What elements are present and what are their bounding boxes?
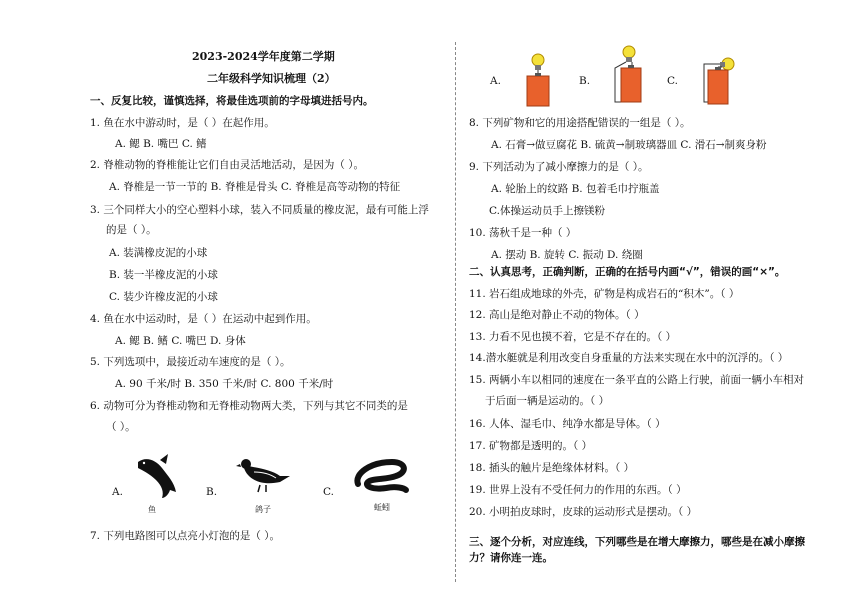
section-3-heading-line1: 三、逐个分析，对应连线，下列哪些是在增大摩擦力，哪些是在减小摩擦 [469,536,805,548]
earthworm-image [350,456,410,502]
section-1-heading: 一、反复比较，谨慎选择，将最佳选项前的字母填进括号内。 [90,95,374,107]
question-9-options-ab: A. 轮胎上的纹路 B. 包着毛巾拧瓶盖 [491,183,660,195]
circuit-a-image [520,52,556,108]
question-6-label-b: B. [206,486,218,498]
page-subtitle: 二年级科学知识梳理（2） [207,72,336,85]
question-14: 14.潜水艇就是利用改变自身重量的方法来实现在水中的沉浮的。（ ） [469,352,789,364]
page-title: 2023-2024学年度第二学期 [192,50,335,63]
fish-image [134,452,180,500]
question-6-label-a: A. [112,486,123,498]
question-11: 11. 岩石组成地球的外壳，矿物是构成岩石的“积木”。（ ） [469,288,740,300]
question-1: 1. 鱼在水中游动时，是（ ）在起作用。 [90,117,275,129]
fish-caption: 鱼 [148,505,156,514]
question-15-line1: 15. 两辆小车以相同的速度在一条平直的公路上行驶，前面一辆小车相对 [469,374,805,386]
question-7: 7. 下列电路图可以点亮小灯泡的是（ ）。 [90,530,280,542]
question-9: 9. 下列活动为了减小摩擦力的是（ ）。 [469,161,649,173]
question-2: 2. 脊椎动物的脊椎能让它们自由灵活地活动，是因为（ ）。 [90,159,364,171]
question-1-options: A. 鳃 B. 嘴巴 C. 鳍 [115,138,207,150]
question-8-options: A. 石膏→做豆腐花 B. 硫黄→制玻璃器皿 C. 滑石→制爽身粉 [491,139,767,151]
question-2-options: A. 脊椎是一节一节的 B. 脊椎是骨头 C. 脊椎是高等动物的特征 [109,181,401,193]
column-divider [455,42,456,582]
question-6-label-c: C. [323,486,334,498]
question-7-label-c: C. [667,75,678,87]
question-6-line1: 6. 动物可分为脊椎动物和无脊椎动物两大类，下列与其它不同类的是 [90,400,408,412]
pigeon-caption: 鸽子 [255,505,271,514]
question-7-label-b: B. [579,75,591,87]
question-13: 13. 力看不见也摸不着，它是不存在的。（ ） [469,331,677,343]
question-8: 8. 下列矿物和它的用途搭配错误的一组是（ ）。 [469,117,691,129]
question-19: 19. 世界上没有不受任何力的作用的东西。（ ） [469,484,687,496]
question-4-options: A. 鳃 B. 鳍 C. 嘴巴 D. 身体 [115,335,246,347]
question-9-option-c: C.体操运动员手上擦镁粉 [489,205,605,217]
circuit-b-image [605,44,649,108]
pigeon-image [236,456,292,496]
question-4: 4. 鱼在水中运动时，是（ ）在运动中起到作用。 [90,313,317,325]
question-5-options: A. 90 千米/时 B. 350 千米/时 C. 800 千米/时 [115,378,334,390]
question-16: 16. 人体、湿毛巾、纯净水都是导体。（ ） [469,418,666,430]
question-3-option-a: A. 装满橡皮泥的小球 [109,247,208,259]
question-20: 20. 小明拍皮球时，皮球的运动形式是摆动。（ ） [469,506,698,518]
question-18: 18. 插头的触片是绝缘体材料。（ ） [469,462,635,474]
question-7-label-a: A. [490,75,501,87]
question-3-option-b: B. 装一半橡皮泥的小球 [109,269,218,281]
question-6-line2: （ ）。 [106,421,136,433]
question-17: 17. 矿物都是透明的。（ ） [469,440,593,452]
circuit-c-image [696,52,740,108]
question-3-line2: 的是（ ）。 [106,224,157,236]
question-12: 12. 高山是绝对静止不动的物体。（ ） [469,309,645,321]
question-15-line2: 于后面一辆是运动的。（ ） [485,395,610,407]
section-2-heading: 二、认真思考，正确判断，正确的在括号内画“√”，错误的画“×”。 [469,266,786,278]
question-10: 10. 荡秋千是一种（ ） [469,227,577,239]
earthworm-caption: 蚯蚓 [374,503,390,512]
question-3-option-c: C. 装少许橡皮泥的小球 [109,291,218,303]
question-5: 5. 下列选项中，最接近动车速度的是（ ）。 [90,356,291,368]
question-10-options: A. 摆动 B. 旋转 C. 振动 D. 绕圈 [491,249,643,261]
section-3-heading-line2: 力？请你连一连。 [469,552,553,564]
question-3-line1: 3. 三个同样大小的空心塑料小球，装入不同质量的橡皮泥，最有可能上浮 [90,204,429,216]
